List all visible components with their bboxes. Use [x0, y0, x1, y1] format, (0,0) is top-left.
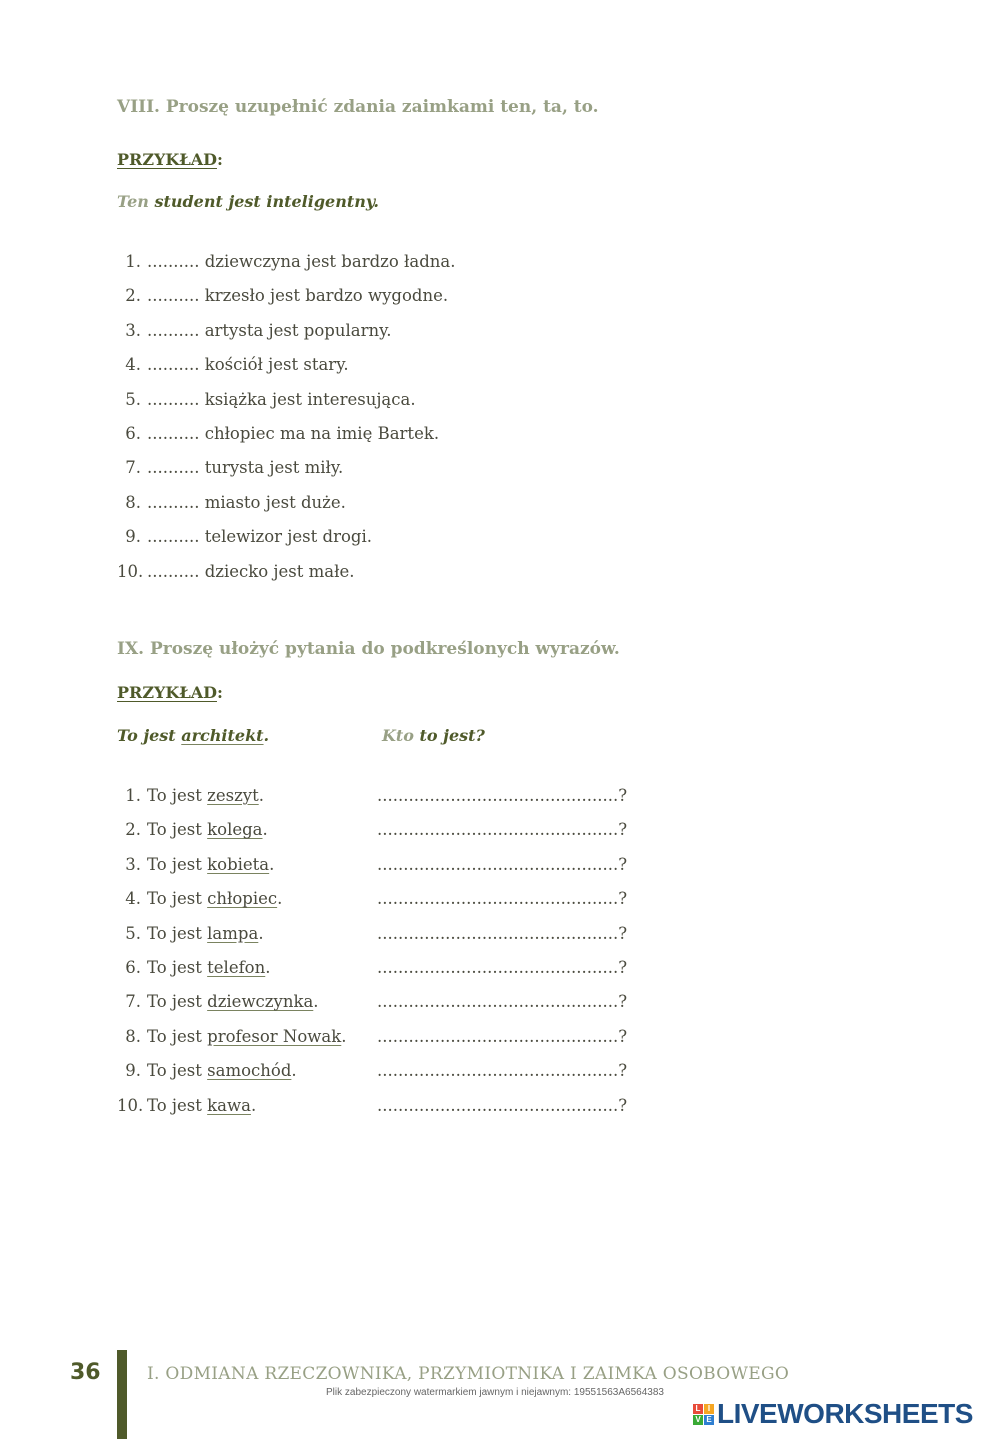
- item-prefix: To jest: [147, 1061, 208, 1081]
- list-item: [117, 958, 628, 992]
- answer-blank[interactable]: ..............................................?: [377, 1095, 628, 1115]
- item-end: .: [265, 958, 271, 977]
- underlined-word: profesor Nowak: [207, 1026, 342, 1046]
- item-prefix: To jest: [147, 1095, 208, 1115]
- underlined-word: samochód: [207, 1061, 292, 1081]
- chapter-title: I. ODMIANA RZECZOWNIKA, PRZYMIOTNIKA I ZAIMKA OSOBOWEGO: [147, 1364, 790, 1384]
- section-9-example-label: PRZYKŁAD:: [117, 683, 223, 702]
- item-text: turysta jest miły.: [199, 458, 344, 478]
- example-pronoun: Ten: [117, 192, 149, 211]
- item-prefix: To jest: [147, 820, 208, 840]
- item-prefix: To jest: [147, 923, 208, 943]
- underlined-word: telefon: [207, 958, 266, 977]
- item-number: 2.: [125, 286, 141, 306]
- item-number: 7.: [125, 458, 141, 478]
- item-prefix: To jest: [147, 889, 208, 909]
- answer-blank[interactable]: ..............................................?: [377, 786, 628, 805]
- answer-blank[interactable]: ..............................................?: [377, 1026, 628, 1046]
- item-text: kościół jest stary.: [199, 355, 349, 375]
- list-item: [117, 286, 448, 320]
- list-item: [117, 992, 628, 1026]
- fill-in-blank[interactable]: ..........: [147, 320, 200, 340]
- item-prefix: To jest: [147, 854, 208, 874]
- item-end: .: [313, 992, 319, 1012]
- fill-in-blank[interactable]: ..........: [147, 252, 200, 271]
- item-number: 9.: [125, 1061, 141, 1081]
- answer-blank[interactable]: ..............................................?: [377, 854, 628, 874]
- item-prefix: To jest: [147, 992, 208, 1012]
- list-item: [117, 493, 346, 527]
- list-item: [117, 854, 628, 889]
- item-number: 1.: [125, 786, 141, 805]
- item-end: .: [262, 820, 268, 840]
- section-8-example-label: PRZYKŁAD:: [117, 150, 223, 169]
- fill-in-blank[interactable]: ..........: [147, 527, 200, 547]
- section-9-example-answer: Kto to jest?: [382, 726, 485, 745]
- item-end: .: [277, 889, 283, 909]
- item-number: 6.: [125, 958, 141, 977]
- logo-square: L: [693, 1404, 703, 1414]
- item-text: dziewczyna jest bardzo ładna.: [199, 252, 456, 271]
- answer-blank[interactable]: ..............................................?: [377, 958, 628, 977]
- logo-square: I: [704, 1404, 714, 1414]
- fill-in-blank[interactable]: ..........: [147, 458, 200, 478]
- answer-blank[interactable]: ..............................................?: [377, 820, 628, 840]
- list-item: [117, 1061, 628, 1095]
- list-item: [117, 355, 349, 389]
- answer-blank[interactable]: ..............................................?: [377, 889, 628, 909]
- answer-blank[interactable]: ..............................................?: [377, 992, 628, 1012]
- item-number: 8.: [125, 1026, 141, 1046]
- item-number: 5.: [125, 923, 141, 943]
- underlined-word: kolega: [207, 820, 263, 840]
- item-prefix: To jest: [147, 786, 208, 805]
- section-9-heading: IX. Proszę ułożyć pytania do podkreślonych wyrazów.: [117, 639, 620, 659]
- list-item: [117, 1026, 628, 1061]
- item-end: .: [250, 1095, 257, 1115]
- list-item: [117, 252, 456, 286]
- list-item: [117, 889, 628, 923]
- fill-in-blank[interactable]: ..........: [147, 561, 200, 581]
- list-item: [117, 458, 343, 492]
- item-number: 2.: [125, 820, 141, 840]
- answer-blank[interactable]: ..............................................?: [377, 1061, 628, 1081]
- item-text: krzesło jest bardzo wygodne.: [199, 286, 449, 306]
- item-number: 5.: [125, 389, 141, 409]
- logo-square: E: [704, 1415, 714, 1425]
- item-text: dziecko jest małe.: [199, 561, 355, 581]
- list-item: [117, 321, 391, 355]
- fill-in-blank[interactable]: ..........: [147, 492, 200, 512]
- item-number: 10.: [117, 561, 144, 581]
- item-text: chłopiec ma na imię Bartek.: [199, 424, 440, 443]
- logo-square: V: [693, 1415, 703, 1425]
- answer-blank[interactable]: ..............................................?: [377, 923, 628, 943]
- watermark-text: Plik zabezpieczony watermarkiem jawnym i niejawnym: 19551563A6564383: [326, 1387, 664, 1398]
- page-number: 36: [70, 1360, 101, 1385]
- item-prefix: To jest: [147, 1026, 208, 1046]
- item-number: 1.: [125, 252, 141, 271]
- item-text: miasto jest duże.: [199, 492, 346, 512]
- section-8-heading: VIII. Proszę uzupełnić zdania zaimkami ten, ta, to.: [117, 97, 599, 117]
- item-number: 9.: [125, 527, 141, 547]
- item-end: .: [291, 1061, 297, 1081]
- item-text: książka jest interesująca.: [199, 389, 416, 409]
- underlined-word: chłopiec: [207, 889, 278, 909]
- section-9-example-sentence: To jest architekt.: [117, 726, 270, 745]
- item-prefix: To jest: [147, 958, 208, 977]
- item-text: telewizor jest drogi.: [199, 527, 372, 547]
- fill-in-blank[interactable]: ..........: [147, 389, 200, 409]
- list-item: [117, 923, 628, 958]
- underlined-word: kobieta: [207, 854, 270, 874]
- item-number: 3.: [125, 854, 141, 874]
- item-end: .: [341, 1026, 347, 1046]
- list-item: [117, 562, 354, 596]
- underlined-word: zeszyt: [207, 786, 259, 805]
- liveworksheets-logo-icon: [693, 1404, 714, 1425]
- item-number: 7.: [125, 992, 141, 1012]
- item-number: 3.: [125, 320, 141, 340]
- item-text: artysta jest popularny.: [199, 320, 392, 340]
- list-item: [117, 424, 439, 458]
- item-number: 4.: [125, 355, 141, 375]
- underlined-word: lampa: [207, 923, 259, 943]
- list-item: [117, 820, 628, 854]
- fill-in-blank[interactable]: ..........: [147, 424, 200, 443]
- underlined-word: kawa: [207, 1095, 251, 1115]
- list-item: [117, 786, 628, 820]
- item-number: 6.: [125, 424, 141, 443]
- item-number: 10.: [117, 1095, 144, 1115]
- list-item: [117, 390, 416, 424]
- footer-divider-bar: [117, 1350, 127, 1439]
- item-number: 8.: [125, 492, 141, 512]
- item-end: .: [258, 786, 264, 805]
- fill-in-blank[interactable]: ..........: [147, 355, 200, 375]
- liveworksheets-logo: [693, 1399, 973, 1429]
- fill-in-blank[interactable]: ..........: [147, 286, 200, 306]
- item-number: 4.: [125, 889, 141, 909]
- item-end: .: [258, 923, 264, 943]
- section-8-example-sentence: Ten student jest inteligentny.: [117, 192, 379, 211]
- list-item: [117, 527, 372, 561]
- list-item: [117, 1095, 628, 1130]
- item-end: .: [269, 854, 275, 874]
- underlined-word: dziewczynka: [207, 992, 314, 1012]
- liveworksheets-brand-text: LIVEWORKSHEETS: [717, 1398, 973, 1429]
